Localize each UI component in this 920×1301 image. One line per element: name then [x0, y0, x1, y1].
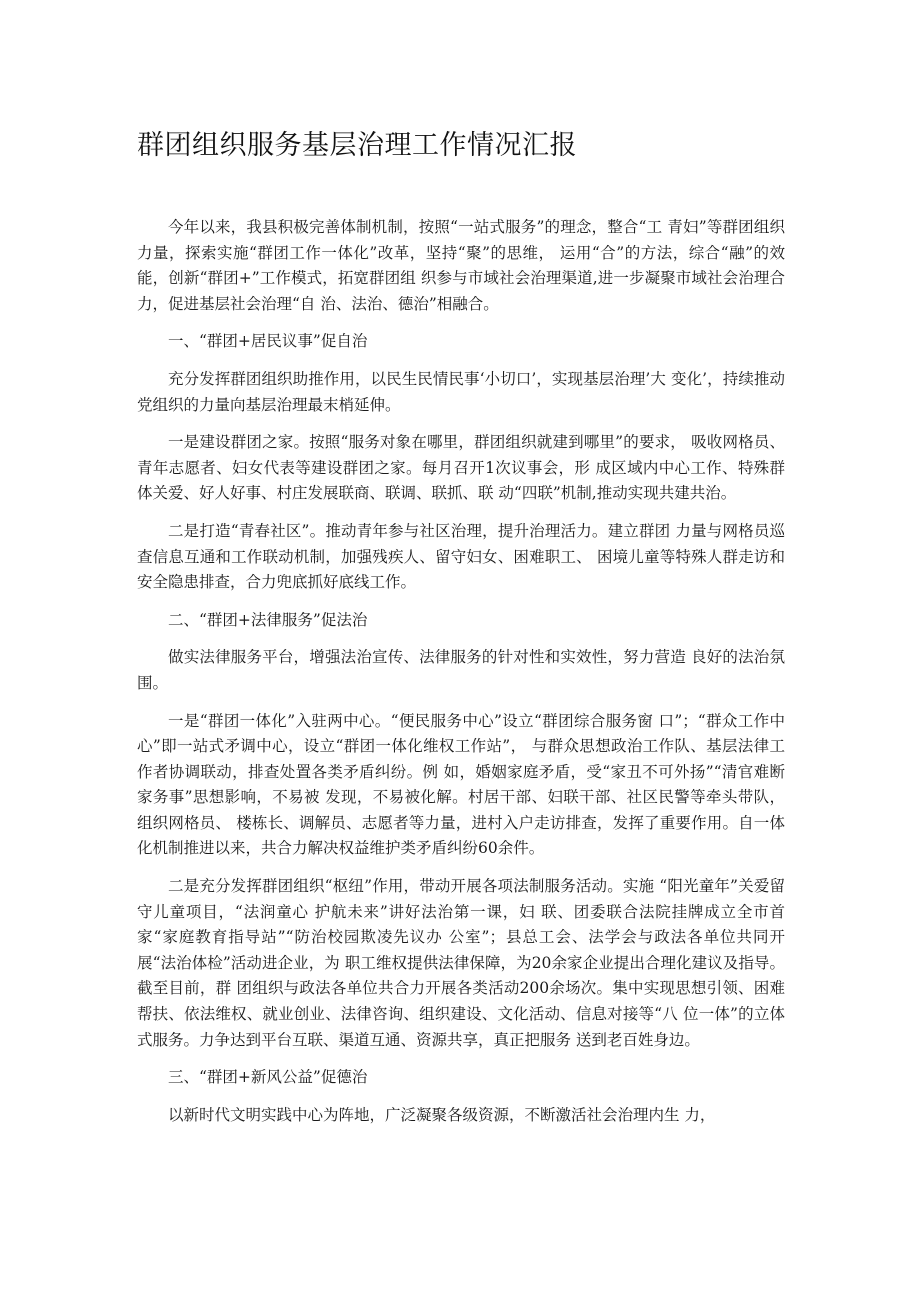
document-body: [137, 215, 785, 1140]
intro-paragraph: 今年以来，我县积极完善体制机制，按照“一站式服务”的理念，整合“工 青妇”等群团组织力量，探索实施“群团工作一体化”改革，坚持“聚”的思维， 运用“合”的方法，综合“融”的效能，创新“群团+”工作模式，拓宽群团组 织参与市域社会治理渠道,进一步凝聚市域社会治理合力，促进基层社会治理“自 治、法治、德治”相融合。: [137, 218, 785, 313]
section-heading-2: 二、“群团+法律服务”促法治: [168, 610, 368, 629]
section-3-intro-paragraph: 以新时代文明实践中心为阵地，广泛凝聚各级资源，不断激活社会治理内生 力，: [168, 1105, 716, 1124]
section-1-intro-paragraph: 充分发挥群团组织助推作用，以民生民情民事‘小切口’，实现基层治理’大 变化’，持续推动党组织的力量向基层治理最末梢延伸。: [137, 369, 785, 414]
section-2-intro-paragraph: 做实法律服务平台，增强法治宣传、法律服务的针对性和实效性，努力营造 良好的法治氛围。: [137, 648, 785, 692]
document-title: 群团组织服务基层治理工作情况汇报: [137, 130, 577, 161]
section-2-item-1-paragraph: 一是“群团一体化”入驻两中心。“便民服务中心”设立“群团综合服务窗 口”；“群众工作中心”即一站式矛调中心，设立“群团一体化维权工作站”， 与群众思想政治工作队、基层法律工作者协调联动，排查处置各类矛盾纠纷。例 如，婚姻家庭矛盾，受“家丑不可外扬”“清官难断家务事”思想影响，不易被 发现，不易被化解。村居干部、妇联干部、社区民警等牵头带队，组织网格员、 楼栋长、调解员、志愿者等力量，进村入户走访排查，发挥了重要作用。自一体 化机制推进以来，共合力解决权益维护类矛盾纠纷60余件。: [137, 711, 785, 858]
section-heading-3: 三、“群团+新风公益”促德治: [168, 1068, 368, 1087]
section-2-item-2-paragraph: 二是充分发挥群团组织“枢纽”作用，带动开展各项法制服务活动。实施 “阳光童年”关爱留守儿童项目，“法润童心 护航未来”讲好法治第一课，妇 联、团委联合法院挂牌成立全市首家“家庭教育指导站”“防治校园欺凌先议办 公室”；县总工会、法学会与政法各单位共同开展“法治体检”活动进企业，为 职工维权提供法律保障，为20余家企业提出合理化建议及指导。截至目前，群 团组织与政法各单位共合力开展各类活动200余场次。集中实现思想引领、困难 帮扶、依法维权、就业创业、法律咨询、组织建设、文化活动、信息对接等“八 位一体”的立体式服务。力争达到平台互联、渠道互通、资源共享，真正把服务 送到老百姓身边。: [137, 877, 785, 1049]
section-heading-1: 一、“群团+居民议事”促自治: [168, 332, 368, 351]
section-1-item-2-paragraph: 二是打造“青春社区”。推动青年参与社区治理，提升治理活力。建立群团 力量与网格员巡查信息互通和工作联动机制，加强残疾人、留守妇女、困难职工、 困境儿童等特殊人群走访和安全隐患排查，合力兜底抓好底线工作。: [137, 521, 785, 592]
section-1-item-1-paragraph: 一是建设群团之家。按照“服务对象在哪里，群团组织就建到哪里”的要求， 吸收网格员、青年志愿者、妇女代表等建设群团之家。每月召开1次议事会，形 成区域内中心工作、特殊群体关爱、好人好事、村庄发展联商、联调、联抓、联 动“四联”机制,推动实现共建共治。: [137, 433, 785, 503]
